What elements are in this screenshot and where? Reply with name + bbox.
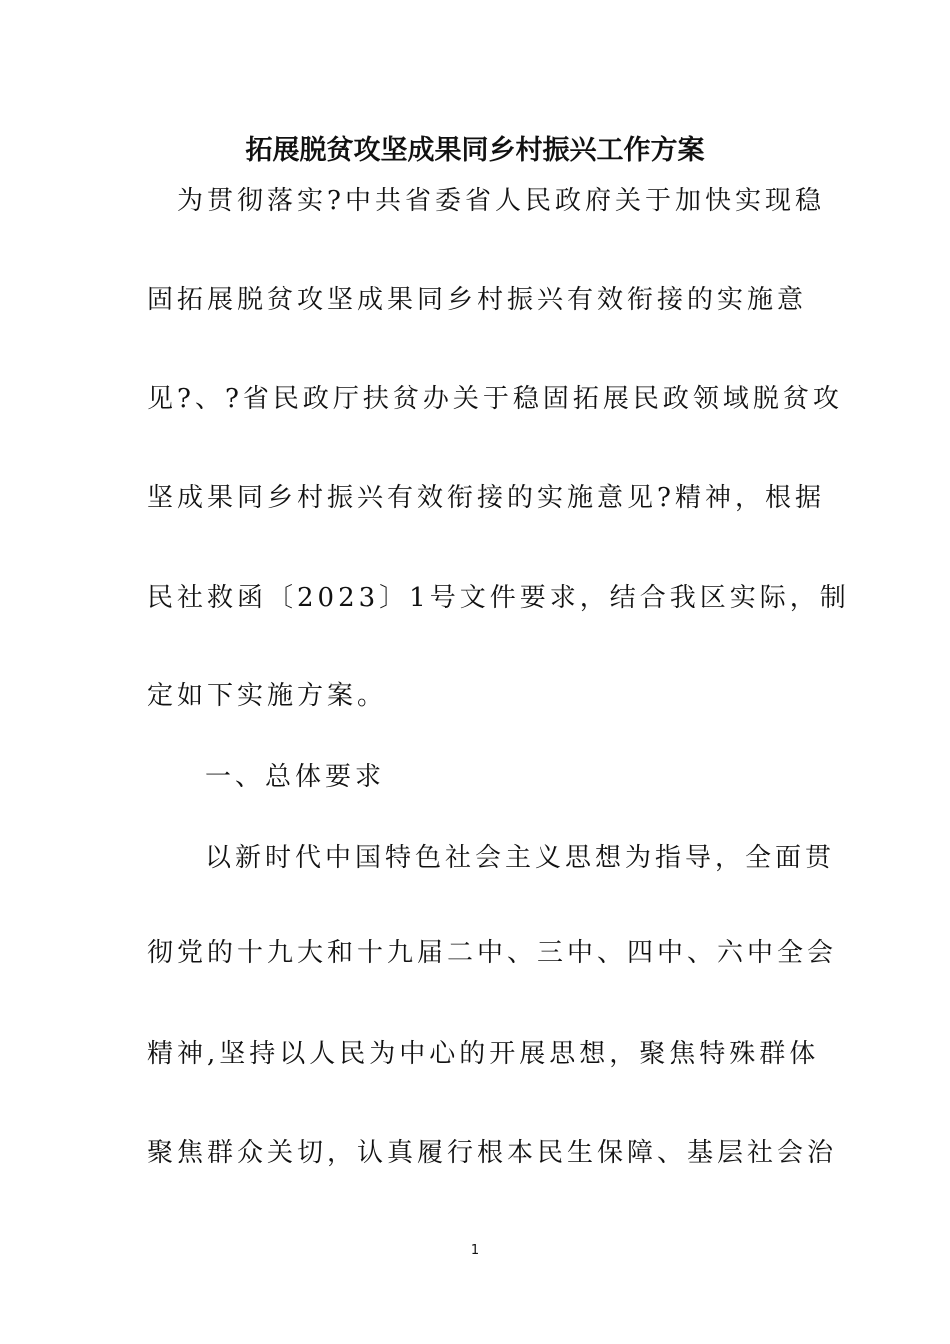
paragraph-line: 民社救函〔2023〕1号文件要求，结合我区实际，制: [147, 583, 850, 613]
paragraph-line: 彻党的十九大和十九届二中、三中、四中、六中全会: [147, 938, 838, 968]
paragraph-line: 固拓展脱贫攻坚成果同乡村振兴有效衔接的实施意: [147, 285, 808, 315]
section-heading: 一、总体要求: [205, 762, 386, 792]
paragraph-line: 聚焦群众关切，认真履行根本民生保障、基层社会治: [147, 1138, 838, 1168]
paragraph-line: 定如下实施方案。: [147, 681, 388, 711]
page-number: 1: [470, 1243, 480, 1258]
paragraph-line: 坚成果同乡村振兴有效衔接的实施意见?精神，根据: [147, 483, 825, 513]
paragraph-line: 以新时代中国特色社会主义思想为指导，全面贯: [205, 843, 836, 873]
paragraph-line: 见?、?省民政厅扶贫办关于稳固拓展民政领域脱贫攻: [147, 384, 843, 414]
paragraph-line: 为贯彻落实?中共省委省人民政府关于加快实现稳: [177, 186, 825, 216]
page-title: 拓展脱贫攻坚成果同乡村振兴工作方案: [245, 135, 705, 166]
paragraph-line: 精神,坚持以人民为中心的开展思想，聚焦特殊群体: [147, 1039, 820, 1069]
